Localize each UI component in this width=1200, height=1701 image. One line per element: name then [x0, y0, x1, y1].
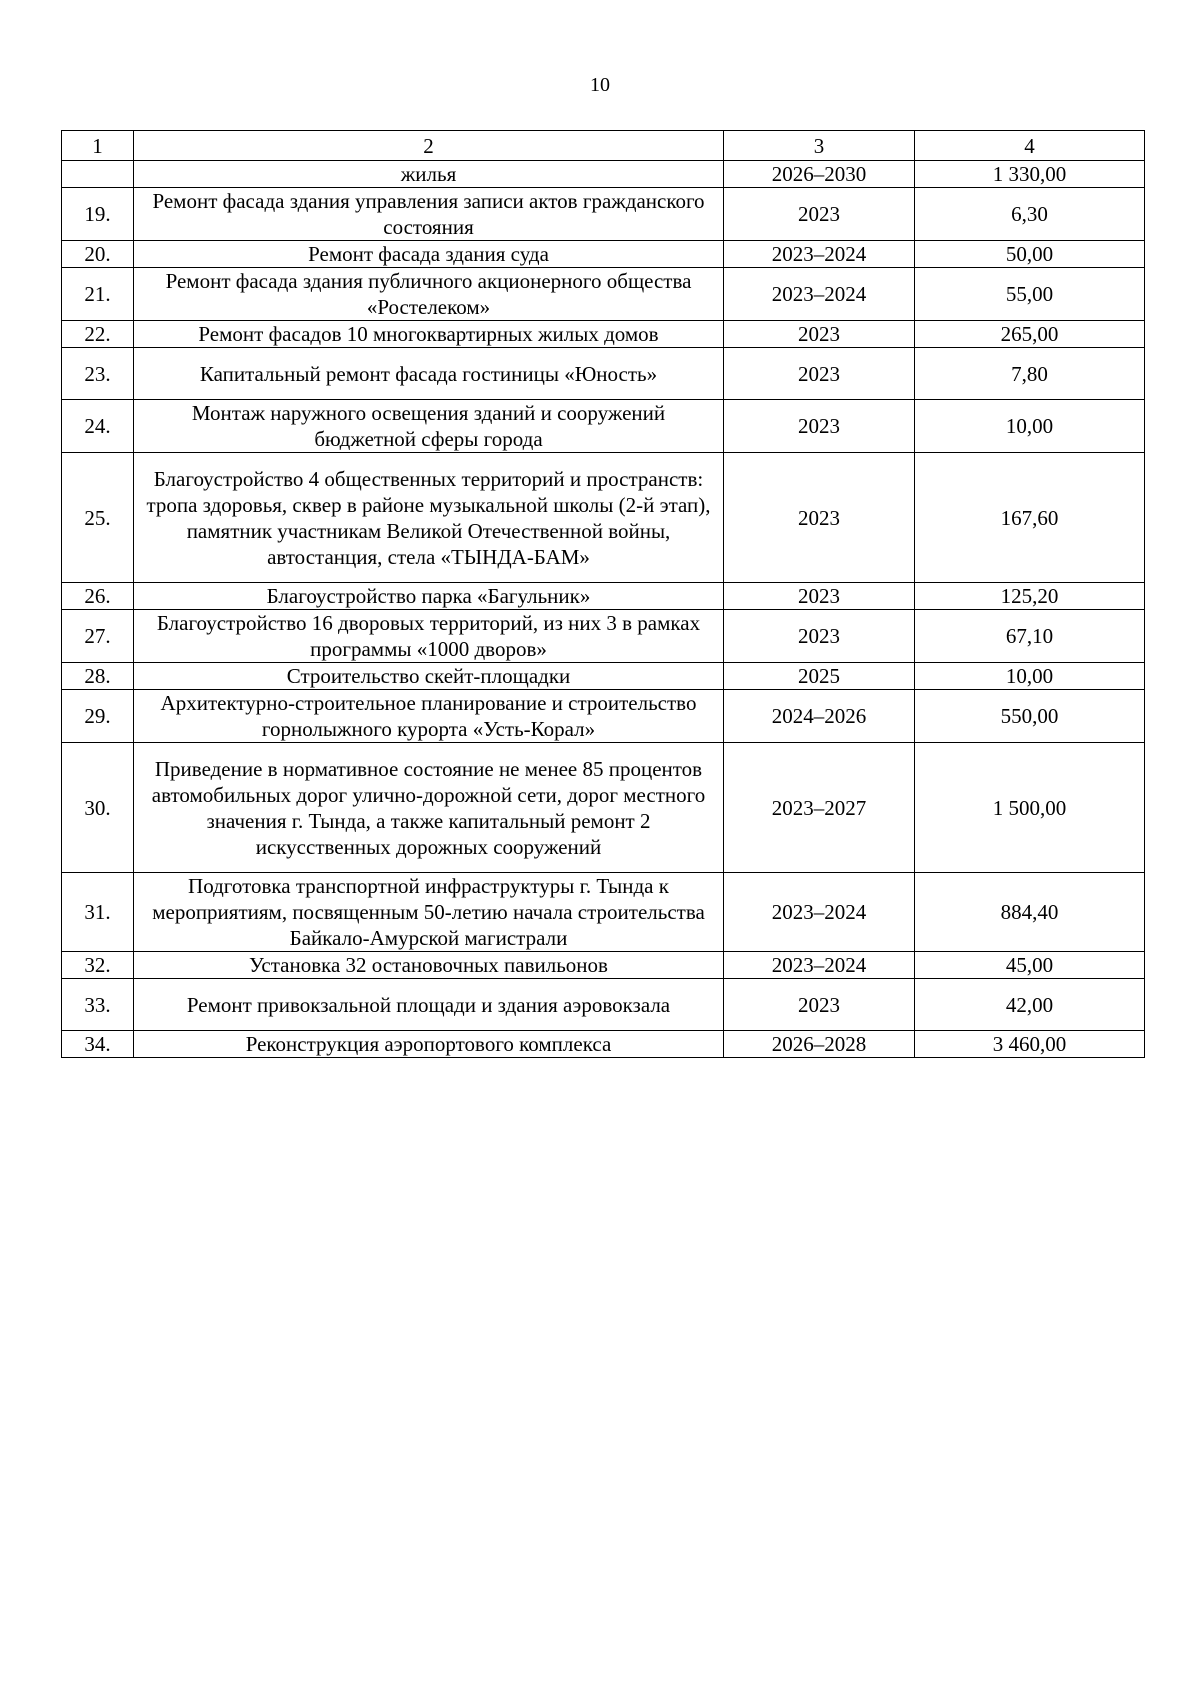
row-number-cell: 28. — [62, 663, 134, 690]
header-cell-period: 3 — [724, 131, 915, 161]
row-amount-cell: 167,60 — [915, 453, 1145, 583]
row-period-cell: 2026–2030 — [724, 161, 915, 188]
row-number-cell: 33. — [62, 979, 134, 1031]
row-period-cell: 2023 — [724, 610, 915, 663]
row-number-cell: 34. — [62, 1031, 134, 1058]
row-name-cell: Монтаж наружного освещения зданий и сооружений бюджетной сферы города — [134, 400, 724, 453]
row-number-cell: 19. — [62, 188, 134, 241]
row-period-cell: 2026–2028 — [724, 1031, 915, 1058]
row-amount-cell: 265,00 — [915, 321, 1145, 348]
row-name-cell: Установка 32 остановочных павильонов — [134, 952, 724, 979]
row-period-cell: 2023 — [724, 400, 915, 453]
row-period-cell: 2023–2024 — [724, 952, 915, 979]
row-period-cell: 2023 — [724, 583, 915, 610]
row-number-cell: 20. — [62, 241, 134, 268]
row-name-cell: Приведение в нормативное состояние не менее 85 процентов автомобильных дорог улично-дорожной сети, дорог местного значения г. Тында, а также капитальный ремонт 2 искусственных дорожных сооружений — [134, 743, 724, 873]
row-amount-cell: 10,00 — [915, 663, 1145, 690]
row-amount-cell: 42,00 — [915, 979, 1145, 1031]
row-name-cell: Строительство скейт-площадки — [134, 663, 724, 690]
projects-table — [61, 130, 1145, 1058]
row-amount-cell: 1 330,00 — [915, 161, 1145, 188]
row-number-cell: 21. — [62, 268, 134, 321]
table-row — [62, 690, 1145, 743]
row-name-cell: Архитектурно-строительное планирование и строительство горнолыжного курорта «Усть-Корал» — [134, 690, 724, 743]
row-name-cell: Ремонт привокзальной площади и здания аэровокзала — [134, 979, 724, 1031]
row-period-cell: 2023–2024 — [724, 241, 915, 268]
row-number-cell: 24. — [62, 400, 134, 453]
row-period-cell: 2025 — [724, 663, 915, 690]
row-amount-cell: 125,20 — [915, 583, 1145, 610]
row-amount-cell: 1 500,00 — [915, 743, 1145, 873]
table-row — [62, 952, 1145, 979]
header-cell-amount: 4 — [915, 131, 1145, 161]
row-amount-cell: 6,30 — [915, 188, 1145, 241]
page-number: 10 — [590, 74, 610, 96]
row-number-cell: 32. — [62, 952, 134, 979]
table-row — [62, 979, 1145, 1031]
table-row — [62, 268, 1145, 321]
row-name-cell: Подготовка транспортной инфраструктуры г. Тында к мероприятиям, посвященным 50-летию начала строительства Байкало-Амурской магистрали — [134, 873, 724, 952]
row-period-cell: 2023 — [724, 348, 915, 400]
row-number-cell: 29. — [62, 690, 134, 743]
table-row — [62, 241, 1145, 268]
row-name-cell: Благоустройство 4 общественных территорий и пространств: тропа здоровья, сквер в районе музыкальной школы (2-й этап), памятник участникам Великой Отечественной войны, автостанция, стела «ТЫНДА-БАМ» — [134, 453, 724, 583]
header-cell-number: 1 — [62, 131, 134, 161]
row-number-cell: 26. — [62, 583, 134, 610]
header-cell-name: 2 — [134, 131, 724, 161]
row-name-cell: Благоустройство парка «Багульник» — [134, 583, 724, 610]
row-number-cell: 30. — [62, 743, 134, 873]
table-row — [62, 188, 1145, 241]
table-row — [62, 400, 1145, 453]
row-number-cell: 25. — [62, 453, 134, 583]
row-name-cell: Ремонт фасада здания публичного акционерного общества «Ростелеком» — [134, 268, 724, 321]
row-name-cell: Ремонт фасада здания суда — [134, 241, 724, 268]
row-name-cell: Реконструкция аэропортового комплекса — [134, 1031, 724, 1058]
table-row — [62, 1031, 1145, 1058]
row-number-cell: 23. — [62, 348, 134, 400]
row-name-cell: Ремонт фасадов 10 многоквартирных жилых домов — [134, 321, 724, 348]
table-row — [62, 348, 1145, 400]
row-period-cell: 2023 — [724, 321, 915, 348]
row-amount-cell: 550,00 — [915, 690, 1145, 743]
row-name-cell: Ремонт фасада здания управления записи актов гражданского состояния — [134, 188, 724, 241]
row-period-cell: 2023 — [724, 979, 915, 1031]
row-period-cell: 2023–2027 — [724, 743, 915, 873]
table-row — [62, 663, 1145, 690]
table-row — [62, 161, 1145, 188]
table-row — [62, 610, 1145, 663]
row-name-cell: Благоустройство 16 дворовых территорий, из них 3 в рамках программы «1000 дворов» — [134, 610, 724, 663]
row-amount-cell: 45,00 — [915, 952, 1145, 979]
row-period-cell: 2023–2024 — [724, 873, 915, 952]
table-row — [62, 321, 1145, 348]
row-amount-cell: 884,40 — [915, 873, 1145, 952]
row-amount-cell: 7,80 — [915, 348, 1145, 400]
table-row — [62, 583, 1145, 610]
row-amount-cell: 67,10 — [915, 610, 1145, 663]
row-name-cell: Капитальный ремонт фасада гостиницы «Юность» — [134, 348, 724, 400]
table-row — [62, 873, 1145, 952]
row-amount-cell: 55,00 — [915, 268, 1145, 321]
row-name-cell: жилья — [134, 161, 724, 188]
row-period-cell: 2023 — [724, 453, 915, 583]
row-amount-cell: 10,00 — [915, 400, 1145, 453]
row-number-cell: 31. — [62, 873, 134, 952]
row-number-cell: 22. — [62, 321, 134, 348]
row-period-cell: 2023 — [724, 188, 915, 241]
table-row — [62, 743, 1145, 873]
row-period-cell: 2024–2026 — [724, 690, 915, 743]
table-header-row — [62, 131, 1145, 161]
table-row — [62, 453, 1145, 583]
row-amount-cell: 50,00 — [915, 241, 1145, 268]
row-amount-cell: 3 460,00 — [915, 1031, 1145, 1058]
row-number-cell — [62, 161, 134, 188]
row-period-cell: 2023–2024 — [724, 268, 915, 321]
row-number-cell: 27. — [62, 610, 134, 663]
